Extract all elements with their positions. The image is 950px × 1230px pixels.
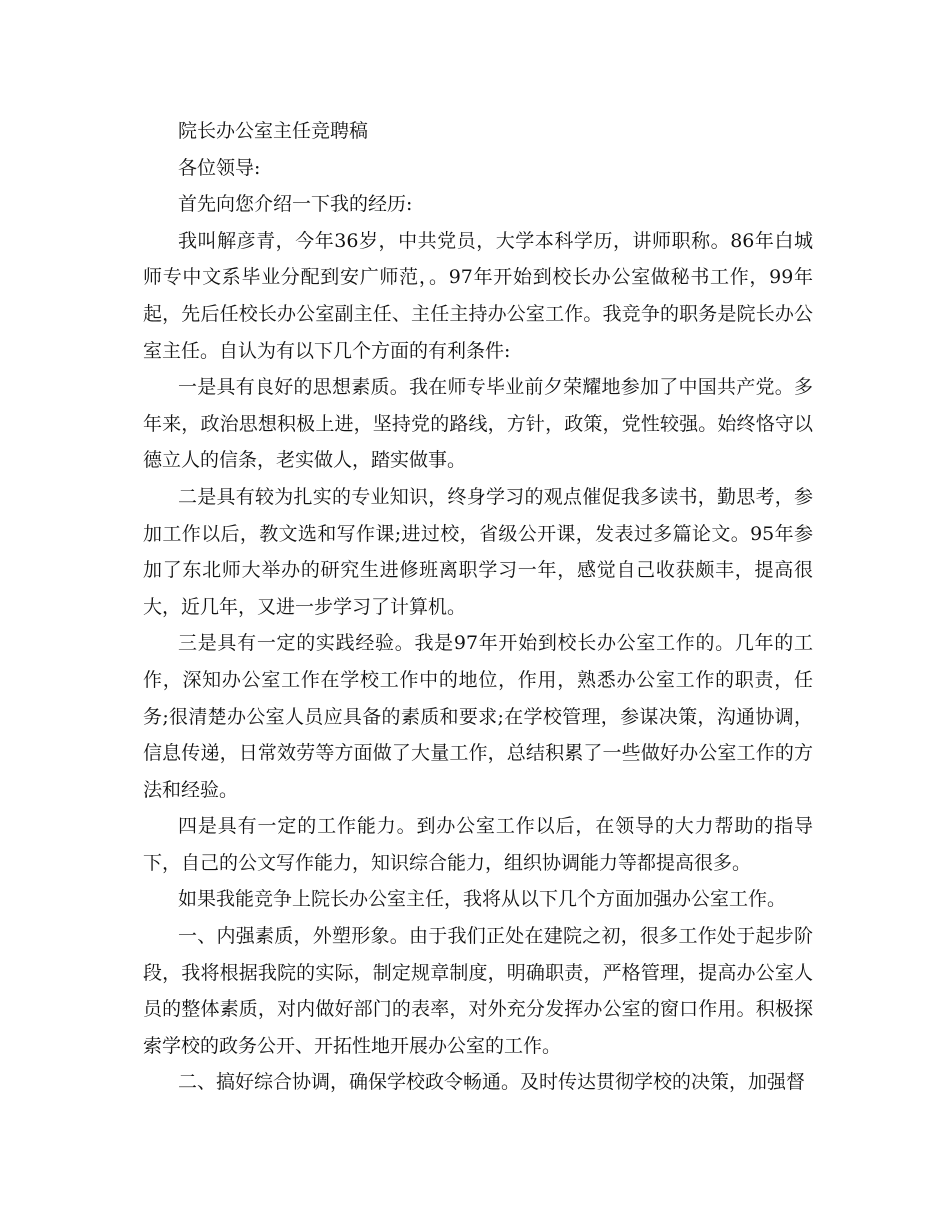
salutation: 各位领导: (178, 156, 261, 179)
paragraph-ability: 四是具有一定的工作能力。到办公室工作以后，在领导的大力帮助的指导下，自己的公文写作能力，知识综合能力，组织协调能力等都提高很多。 (143, 815, 813, 874)
paragraph-plan-one: 一、内强素质，外塑形象。由于我们正处在建院之初，很多工作处于起步阶段，我将根据我院的实际，制定规章制度，明确职责，严格管理，提高办公室人员的整体素质，对内做好部门的表率，对外充分发挥办公室的窗口作用。积极探索学校的政务公开、开拓性地开展办公室的工作。 (143, 925, 813, 1057)
paragraph-knowledge: 二是具有较为扎实的专业知识，终身学习的观点催促我多读书，勤思考，参加工作以后，教文选和写作课;进过校，省级公开课，发表过多篇论文。95年参加了东北师大举办的研究生进修班离职学习一年，感觉自己收获颇丰，提高很大，近几年，又进一步学习了计算机。 (143, 485, 813, 618)
paragraph-experience: 三是具有一定的实践经验。我是97年开始到校长办公室工作的。几年的工作，深知办公室工作在学校工作中的地位，作用，熟悉办公室工作的职责，任务;很清楚办公室人员应具备的素质和要求;在学校管理，参谋决策，沟通协调，信息传递，日常效劳等方面做了大量工作，总结积累了一些做好办公室工作的方法和经验。 (143, 632, 813, 801)
paragraph-plan-two: 二、搞好综合协调，确保学校政令畅通。及时传达贯彻学校的决策，加强督 (178, 1071, 806, 1094)
paragraph-quality: 一是具有良好的思想素质。我在师专毕业前夕荣耀地参加了中国共产党。多年来，政治思想积极上进，坚持党的路线，方针，政策，党性较强。始终恪守以德立人的信条，老实做人，踏实做事。 (143, 376, 813, 472)
paragraph-background: 我叫解彦青，今年36岁，中共党员，大学本科学历，讲师职称。86年白城师专中文系毕业分配到安广师范，。97年开始到校长办公室做秘书工作，99年起，先后任校长办公室副主任、主任主持办公室工作。我竞争的职务是院长办公室主任。自认为有以下几个方面的有利条件: (143, 229, 813, 362)
paragraph-intro: 首先向您介绍一下我的经历: (178, 193, 413, 216)
document-title: 院长办公室主任竞聘稿 (178, 120, 369, 142)
paragraph-plan-intro: 如果我能竞争上院长办公室主任，我将从以下几个方面加强办公室工作。 (178, 888, 787, 911)
document-body (143, 113, 813, 1101)
